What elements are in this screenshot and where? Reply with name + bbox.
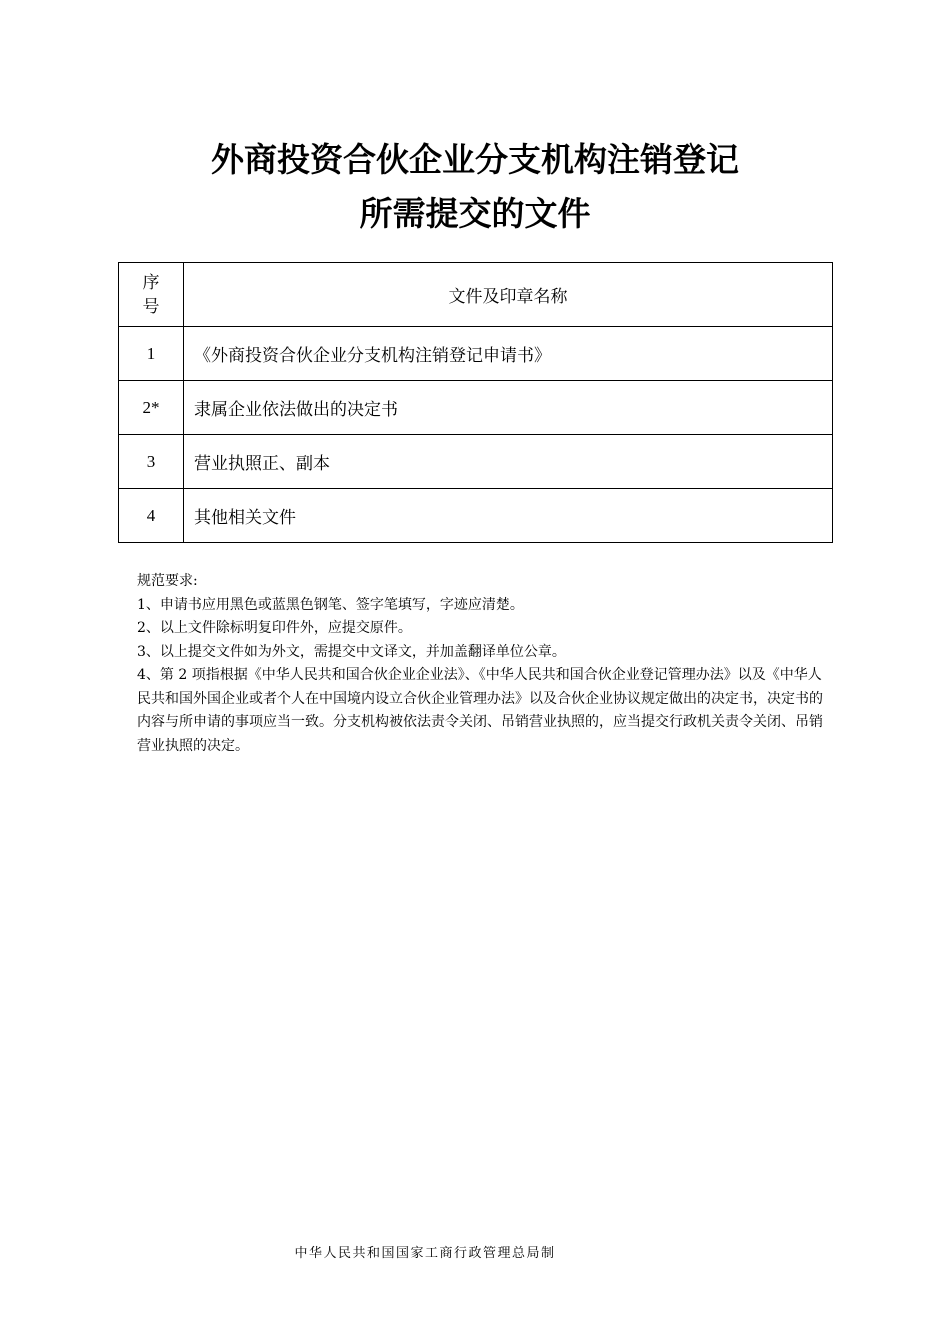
- notes-heading: 规范要求:: [137, 573, 198, 589]
- header-document-name: 文件及印章名称: [184, 263, 833, 327]
- table-row: [119, 489, 833, 543]
- row-document-name: 营业执照正、副本: [184, 435, 833, 489]
- row-document-name: 隶属企业依法做出的决定书: [184, 381, 833, 435]
- note-item-3: 3、以上提交文件如为外文，需提交中文译文，并加盖翻译单位公章。: [137, 643, 566, 660]
- note-item-2: 2、以上文件除标明复印件外，应提交原件。: [137, 620, 412, 636]
- document-title-line1: 外商投资合伙企业分支机构注销登记: [211, 140, 739, 179]
- row-serial-number: 1: [119, 327, 184, 381]
- table-row: [119, 435, 833, 489]
- document-title-line2: 所需提交的文件: [359, 194, 591, 233]
- note-item-1: 1、申请书应用黑色或蓝黑色钢笔、签字笔填写，字迹应清楚。: [137, 596, 524, 613]
- header-serial-number-line1: 序: [142, 272, 160, 293]
- row-document-name: 其他相关文件: [184, 489, 833, 543]
- header-serial-number: [119, 263, 184, 327]
- header-serial-number-line2: 号: [142, 296, 160, 317]
- table-header-row: [119, 263, 833, 327]
- row-serial-number: 3: [119, 435, 184, 489]
- table-row: [119, 327, 833, 381]
- requirements-notes: [137, 570, 827, 758]
- row-document-name: 《外商投资合伙企业分支机构注销登记申请书》: [184, 327, 833, 381]
- row-serial-number: 4: [119, 489, 184, 543]
- required-documents-table: [118, 262, 833, 543]
- table-row: [119, 381, 833, 435]
- row-serial-number: 2*: [119, 381, 184, 435]
- issuer-footer: 中华人民共和国国家工商行政管理总局制: [294, 1246, 556, 1261]
- note-item-4: 4、第 2 项指根据《中华人民共和国合伙企业企业法》、《中华人民共和国合伙企业登记管理办法》以及《中华人民共和国外国企业或者个人在中国境内设立合伙企业管理办法》以及合伙企业协议规定做出的决定书，决定书的内容与所申请的事项应当一致。分支机构被依法责令关闭、吊销营业执照的，应当提交行政机关责令关闭、吊销营业执照的决定。: [137, 667, 823, 754]
